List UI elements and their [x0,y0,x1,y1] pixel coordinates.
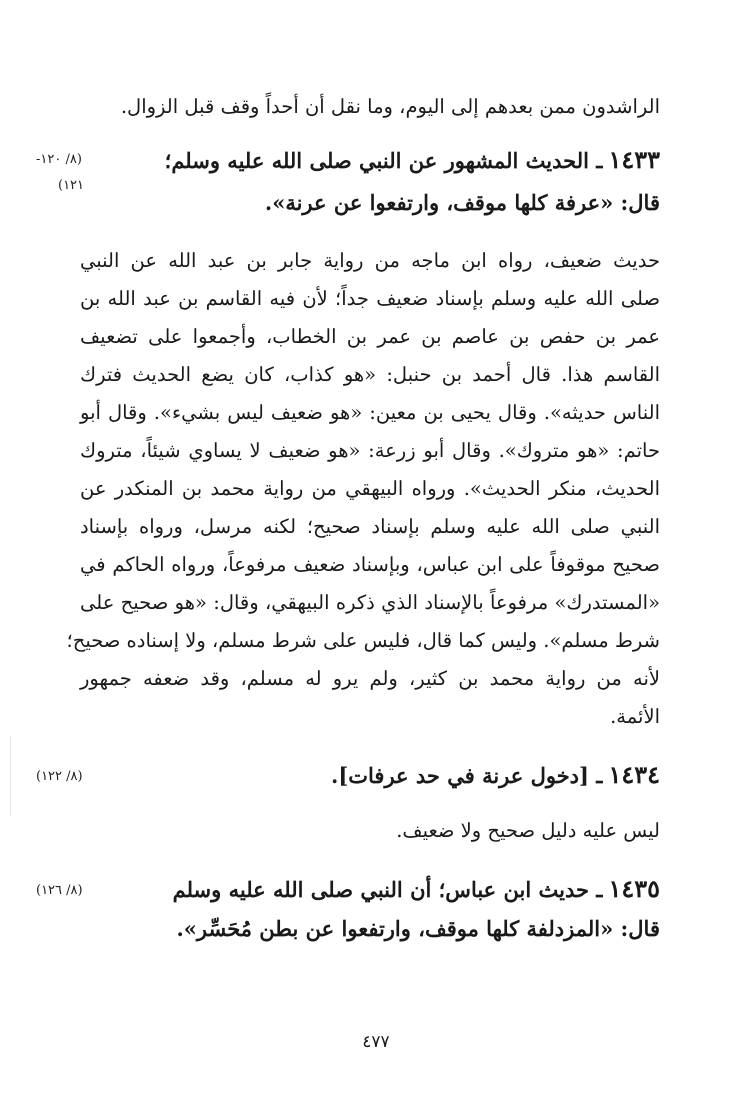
entry-1433-ref-cont: ١٢١) [58,178,85,193]
entry-1433-body-line-4: القاسم هذا. قال أحمد بن حنبل: «هو كذاب، كان يضع الحديث فترك [80,363,660,386]
entry-1433-title: ـ الحديث المشهور عن النبي صلى الله عليه وسلم؛ [164,148,603,173]
entry-1435-heading-cont: قال: «المزدلفة كلها موقف، وارتفعوا عن بطن مُحَسِّر». [176,916,660,941]
entry-1433-body-line-6: حاتم: «هو متروك». وقال أبو زرعة: «هو ضعيف لا يساوي شيئاً، متروك [80,439,660,462]
entry-1433-body-line-10: «المستدرك» مرفوعاً بالإسناد الذي ذكره البيهقي، وقال: «هو صحيح على [80,591,660,614]
entry-1434-title: ـ [دخول عرنة في حد عرفات]. [331,763,603,788]
entry-1435-title: ـ حديث ابن عباس؛ أن النبي صلى الله عليه وسلم [172,877,603,902]
entry-1433-body-line-12: لأنه من رواية محمد بن كثير، ولم يرو له مسلم، وقد ضعفه جمهور [80,667,660,690]
entry-1434-heading [331,760,660,789]
entry-1433-body-line-5: الناس حديثه». وقال يحيى بن معين: «هو ضعيف ليس بشيء». وقال أبو [80,401,660,424]
entry-1433-body-line-7: الحديث، منكر الحديث». ورواه البيهقي من رواية محمد بن المنكدر عن [80,477,660,500]
entry-1433-body-line-9: صحيح موقوفاً على ابن عباس، وبإسناد ضعيف مرفوعاً، ورواه الحاكم في [80,553,660,576]
entry-1434-body-line-1: ليس عليه دليل صحيح ولا ضعيف. [396,819,660,842]
entry-1434-number: ١٤٣٤ [608,760,660,789]
entry-1433-body-line-8: النبي صلى الله عليه وسلم بإسناد صحيح؛ لكنه مرسل، ورواه بإسناد [80,515,660,538]
entry-1433-body-line-3: عمر بن حفص بن عاصم بن عمر بن الخطاب، وأجمعوا على تضعيف [80,325,660,348]
entry-1433-body-line-1: حديث ضعيف، رواه ابن ماجه من رواية جابر بن عبد الله عن النبي [80,249,660,272]
margin-shadow [10,736,11,816]
entry-1433-body-line-11: شرط مسلم». وليس كما قال، فليس على شرط مسلم، ولا إسناده صحيح؛ [66,629,660,652]
entry-1433-number: ١٤٣٣ [608,145,660,174]
entry-1433-heading-cont: قال: «عرفة كلها موقف، وارتفعوا عن عرنة». [264,190,660,215]
entry-1433-body-line-2: صلى الله عليه وسلم بإسناد ضعيف جداً؛ لأن فيه القاسم بن عبد الله بن [80,287,660,310]
entry-1433-body-line-13: الأئمة. [610,705,660,728]
page-number: ٤٧٧ [362,1032,390,1052]
entry-1435-ref: (٨/ ١٢٦) [36,883,83,898]
entry-1433-ref: (٨/ ١٢٠- [36,152,82,167]
entry-1435-heading [172,874,660,903]
intro-line: الراشدون ممن بعدهم إلى اليوم، وما نقل أن أحداً وقف قبل الزوال. [120,95,660,118]
entry-1435-number: ١٤٣٥ [608,874,660,903]
entry-1433-heading [164,145,660,174]
entry-1434-ref: (٨/ ١٢٢) [36,769,83,784]
